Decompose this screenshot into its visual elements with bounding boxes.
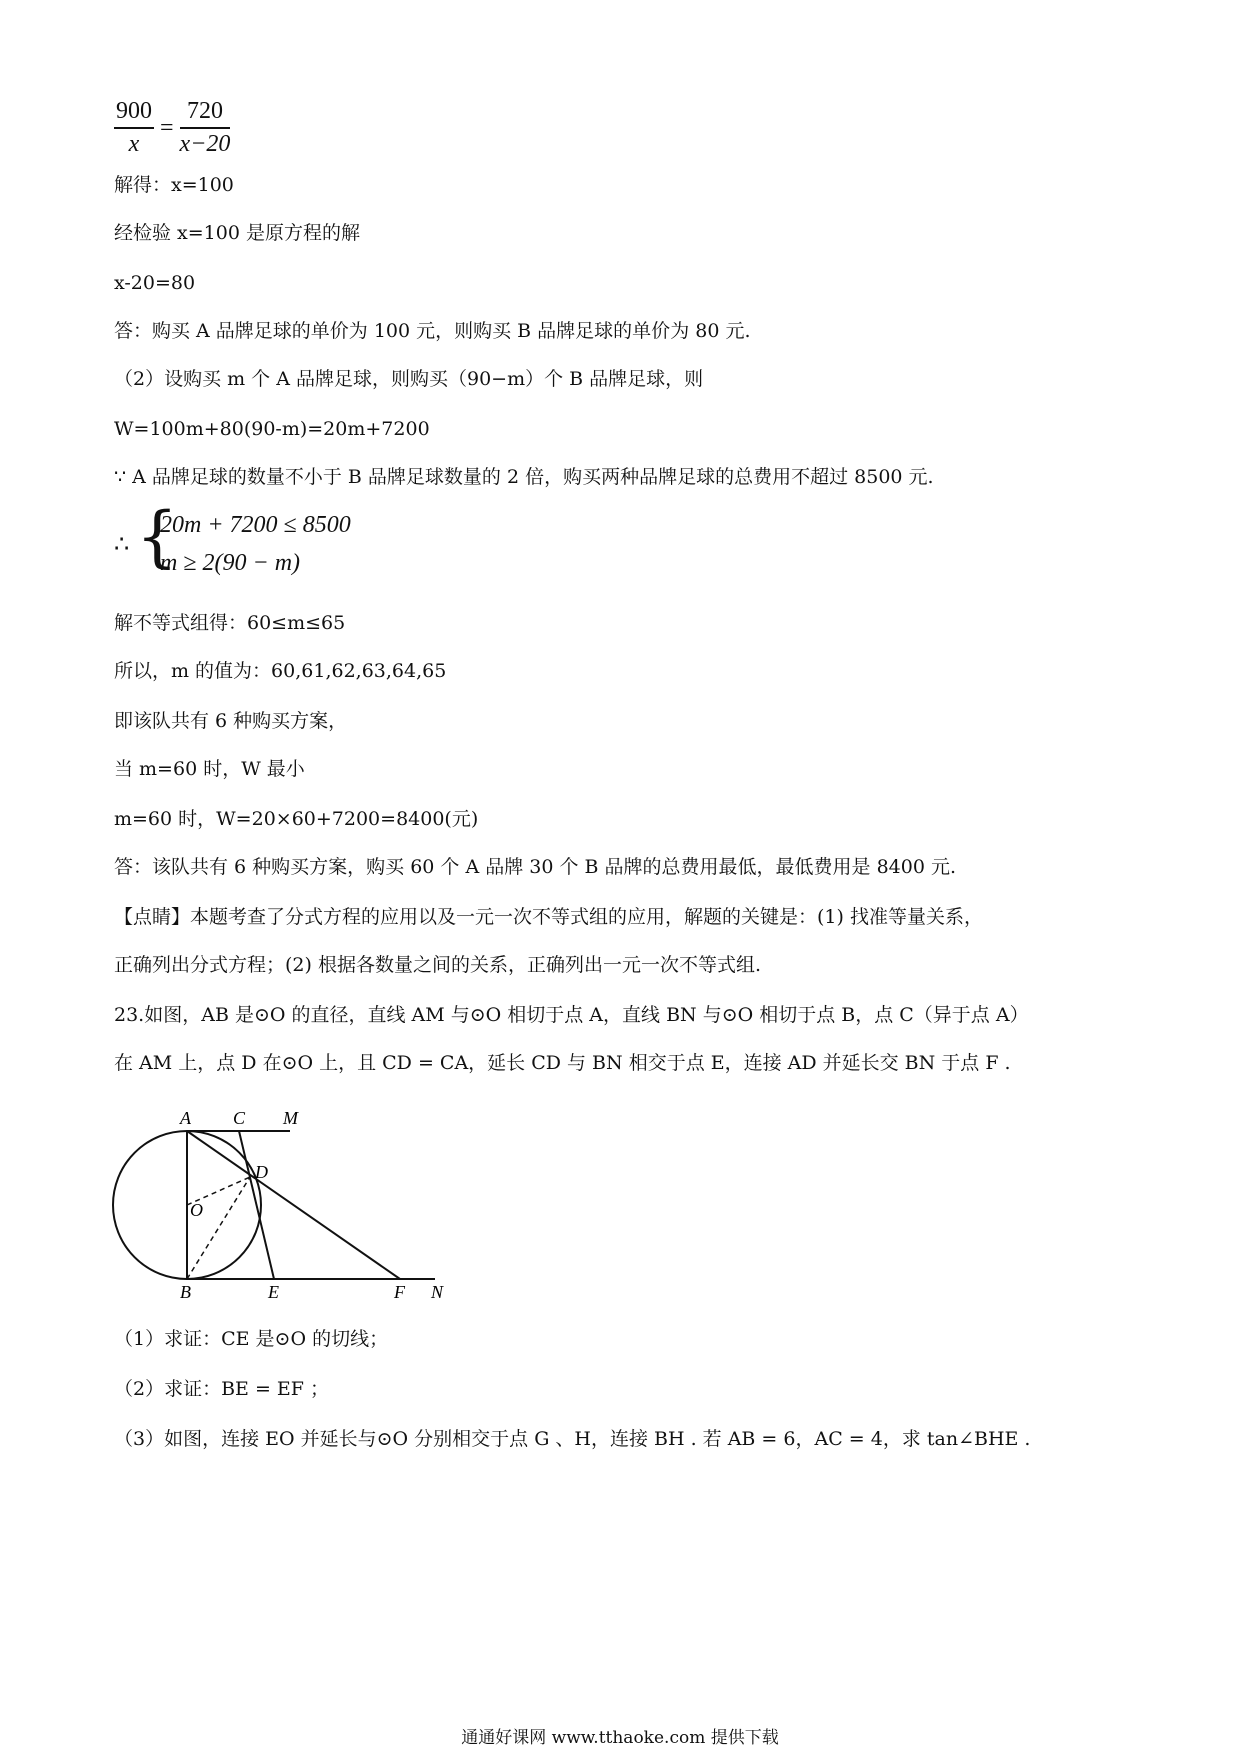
question-23-line-2: 在 AM 上，点 D 在⊙O 上，且 CD = CA，延长 CD 与 BN 相交于点 E，连接 AD 并延长交 BN 于点 F . <box>114 1052 1011 1074</box>
text-line: （2）设购买 m 个 A 品牌足球，则购买（90−m）个 B 品牌足球，则 <box>114 368 704 390</box>
equals-sign: = <box>160 114 174 141</box>
fraction-denominator-2: x−20 <box>179 131 231 157</box>
text-line: 答：该队共有 6 种购买方案，购买 60 个 A 品牌 30 个 B 品牌的总费用最低，最低费用是 8400 元. <box>114 856 956 878</box>
fraction-denominator-1: x <box>128 131 140 157</box>
subquestion-1: （1）求证：CE 是⊙O 的切线； <box>114 1328 389 1350</box>
fraction-numerator-2: 720 <box>180 98 231 129</box>
fraction-equation <box>114 98 230 158</box>
label-o: O <box>190 1200 203 1220</box>
label-a: A <box>180 1108 191 1128</box>
label-b: B <box>180 1282 191 1300</box>
text-line: W=100m+80(90-m)=20m+7200 <box>114 418 430 440</box>
fraction-numerator-1: 900 <box>114 98 154 129</box>
text-line: m=60 时，W=20×60+7200=8400(元) <box>114 808 479 830</box>
text-line: x-20=80 <box>114 272 196 294</box>
text-line: 解得：x=100 <box>114 174 234 196</box>
text-line: 【点睛】本题考查了分式方程的应用以及一元一次不等式组的应用，解题的关键是：(1) 找准等量关系， <box>114 906 983 928</box>
system-brace: { <box>136 498 178 575</box>
label-e: E <box>268 1282 279 1300</box>
segment-af <box>187 1131 400 1279</box>
inequality-row-1: 20m + 7200 ≤ 8500 <box>160 512 351 538</box>
segment-ce <box>239 1131 274 1279</box>
label-n: N <box>431 1282 444 1300</box>
text-line: 即该队共有 6 种购买方案， <box>114 710 348 732</box>
text-line: 答：购买 A 品牌足球的单价为 100 元，则购买 B 品牌足球的单价为 80 元. <box>114 320 751 342</box>
text-line: 当 m=60 时，W 最小 <box>114 758 305 780</box>
text-line: 经检验 x=100 是原方程的解 <box>114 222 360 244</box>
text-line: 正确列出分式方程；(2) 根据各数量之间的关系，正确列出一元一次不等式组. <box>114 954 761 976</box>
subquestion-3: （3）如图，连接 EO 并延长与⊙O 分别相交于点 G 、H，连接 BH . 若 AB = 6，AC = 4，求 tan∠BHE . <box>114 1428 1031 1450</box>
label-c: C <box>233 1108 246 1128</box>
text-line: 解不等式组得：60≤m≤65 <box>114 612 346 634</box>
therefore-symbol: ∴ <box>114 532 130 558</box>
label-d: D <box>255 1162 268 1182</box>
text-line: ∵ A 品牌足球的数量不小于 B 品牌足球数量的 2 倍，购买两种品牌足球的总费用不超过 8500 元. <box>114 466 934 488</box>
label-m: M <box>283 1108 298 1128</box>
page-footer: 通通好课网 www.tthaoke.com 提供下载 <box>461 1728 779 1748</box>
label-f: F <box>394 1282 405 1300</box>
inequality-row-2: m ≥ 2(90 − m) <box>160 550 301 576</box>
question-23-line-1: 23.如图，AB 是⊙O 的直径，直线 AM 与⊙O 相切于点 A，直线 BN 与⊙O 相切于点 B，点 C（异于点 A） <box>114 1004 1029 1026</box>
text-line: 所以，m 的值为：60,61,62,63,64,65 <box>114 660 447 682</box>
geometry-figure <box>100 1100 460 1300</box>
subquestion-2: （2）求证：BE = EF ； <box>114 1378 330 1400</box>
segment-bd <box>187 1177 250 1279</box>
